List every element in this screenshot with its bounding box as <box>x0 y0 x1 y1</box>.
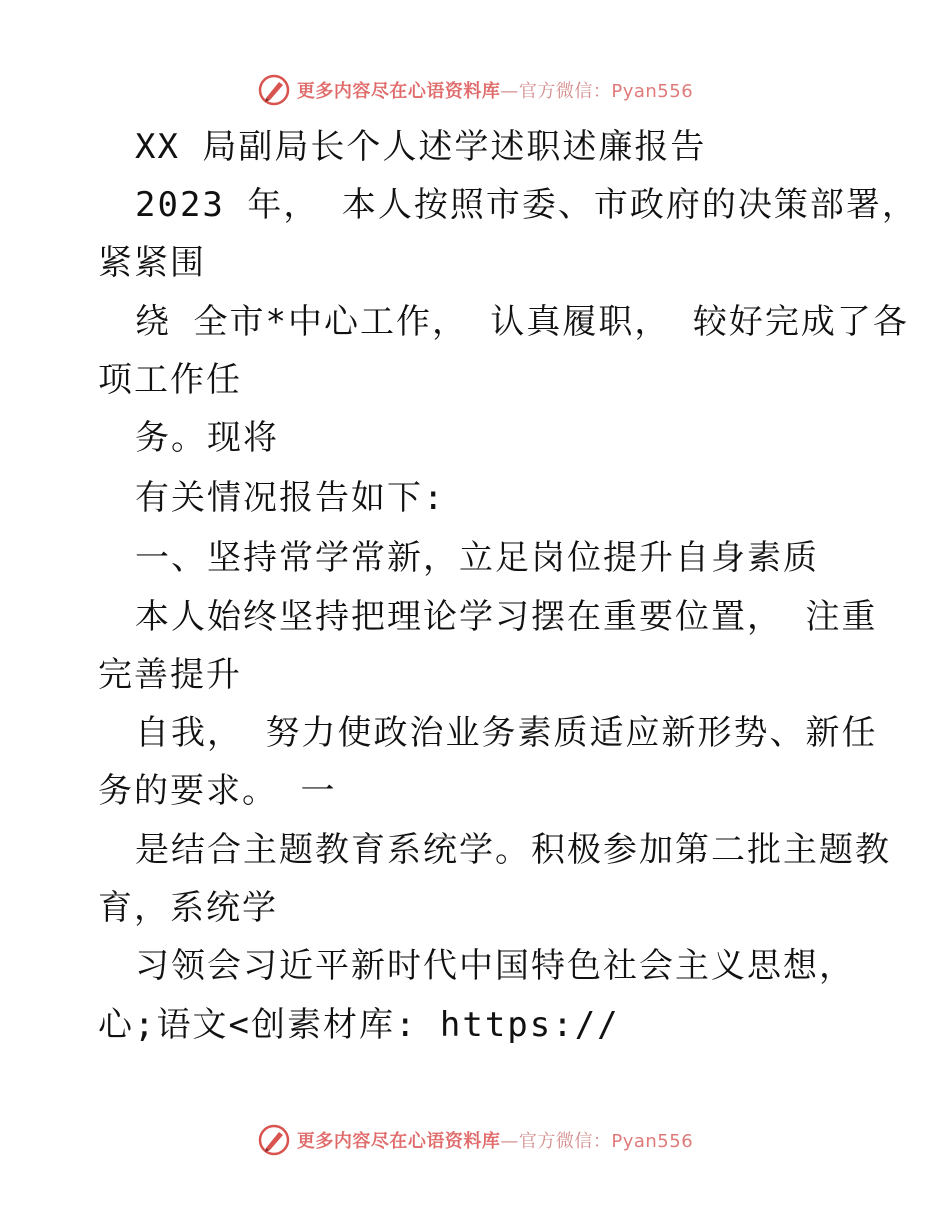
paragraph-line: 2023 年， 本人按照市委、市政府的决策部署， <box>135 185 918 225</box>
paragraph-line: 本人始终坚持把理论学习摆在重要位置， 注重 <box>135 597 878 637</box>
watermark-text: 更多内容尽在心语资料库—官方微信：Pyan556 <box>296 1131 694 1152</box>
pen-logo-icon <box>257 1123 291 1157</box>
paragraph-line: 是结合主题教育系统学。积极参加第二批主题教 <box>135 830 891 870</box>
paragraph-line: 习领会习近平新时代中国特色社会主义思想， <box>135 946 855 986</box>
paragraph-line: 紧紧围 <box>98 243 206 283</box>
section-heading: 一、坚持常学常新，立足岗位提升自身素质 <box>135 538 819 578</box>
paragraph-line: 务。现将 <box>135 418 279 458</box>
header-watermark <box>0 70 950 110</box>
pen-logo-icon <box>257 73 291 107</box>
paragraph-line: 务的要求。 一 <box>98 771 337 811</box>
paragraph-line: 项工作任 <box>98 360 242 400</box>
paragraph-line: 心;语文<创素材库: https:// <box>98 1005 620 1045</box>
watermark-text: 更多内容尽在心语资料库—官方微信：Pyan556 <box>296 81 694 102</box>
document-title: XX 局副局长个人述学述职述廉报告 <box>135 127 707 167</box>
paragraph-line: 育，系统学 <box>98 888 278 928</box>
paragraph-line: 绕 全市*中心工作， 认真履职， 较好完成了各 <box>135 302 909 342</box>
paragraph-line: 自我， 努力使政治业务素质适应新形势、新任 <box>135 713 878 753</box>
paragraph-line: 完善提升 <box>98 655 242 695</box>
paragraph-line: 有关情况报告如下: <box>135 478 446 518</box>
footer-watermark <box>0 1120 950 1160</box>
